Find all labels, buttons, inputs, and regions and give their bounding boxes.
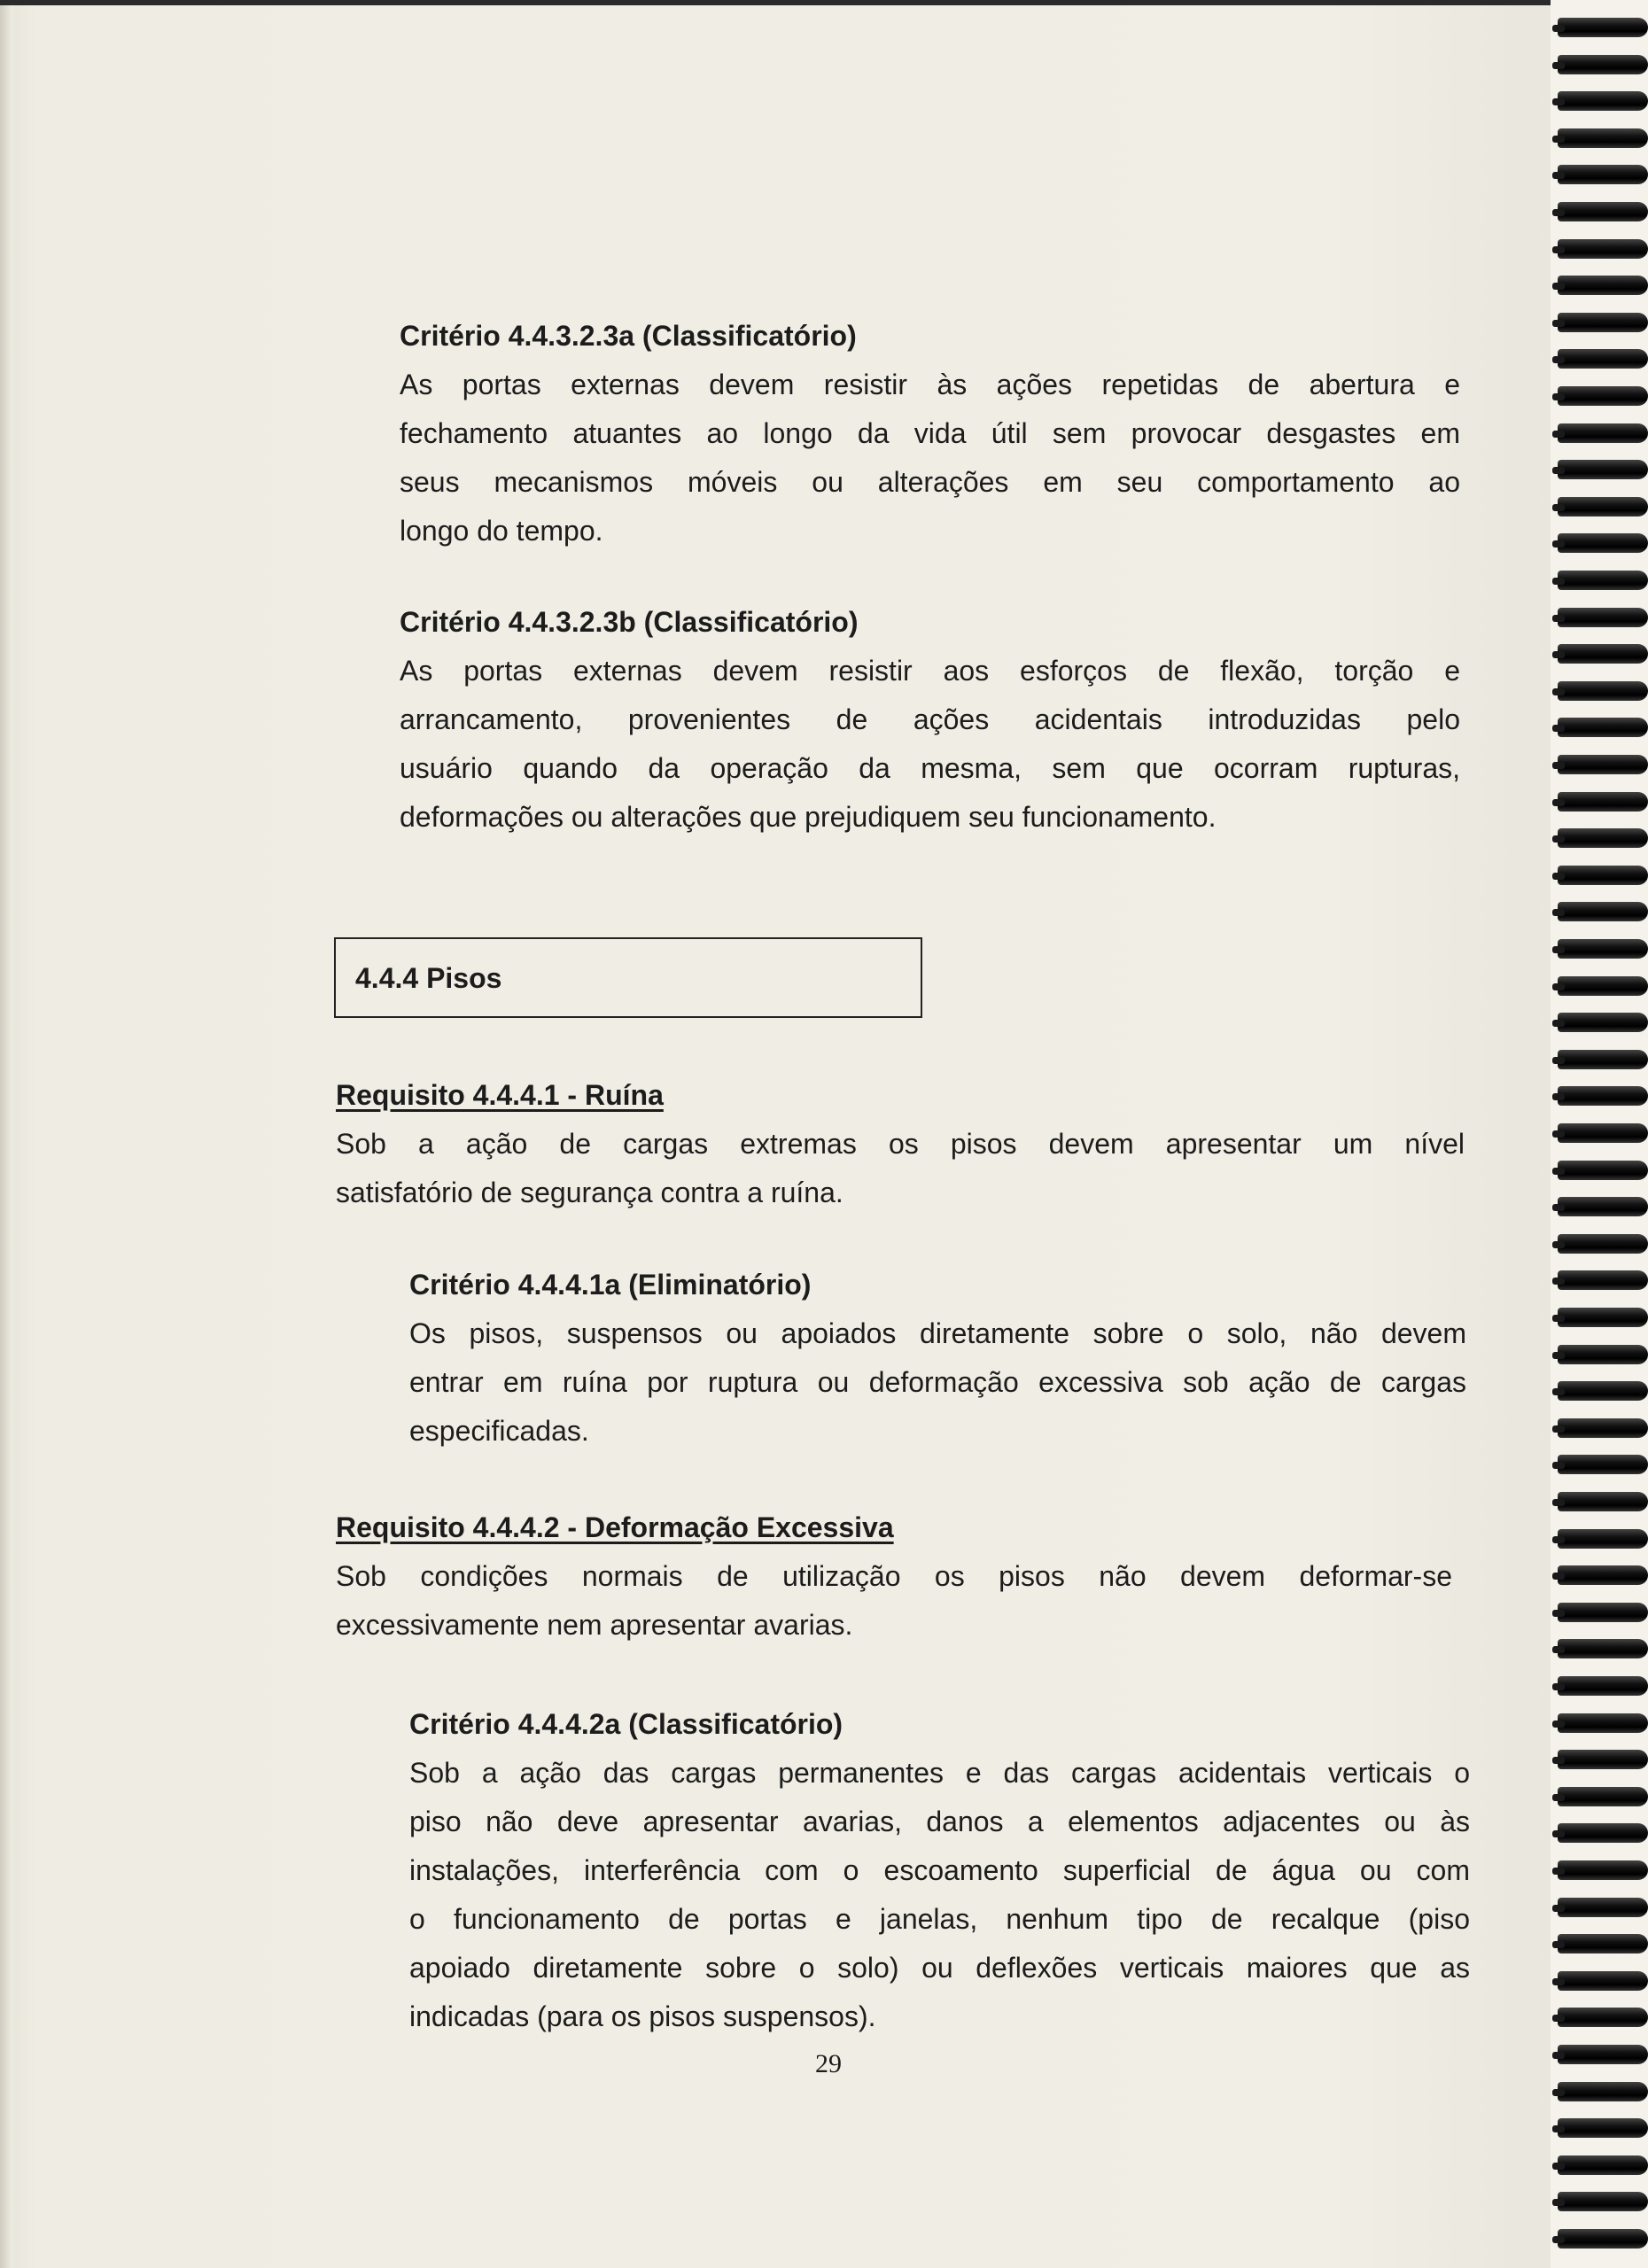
criterion-4-4-4-1a [409, 1261, 1466, 1456]
binding-coil [1558, 1161, 1648, 1180]
paragraph-line: o funcionamento de portas e janelas, nenhum tipo de recalque (piso [409, 1903, 1470, 1935]
paragraph-line: arrancamento, provenientes de ações acidentais introduzidas pelo [400, 703, 1460, 735]
binding-coil [1558, 1603, 1648, 1622]
binding-coil [1558, 755, 1648, 774]
paragraph-line: deformações ou alterações que prejudiquem seu funcionamento. [400, 801, 1217, 833]
binding-coil [1558, 1270, 1648, 1290]
binding-coil [1558, 1050, 1648, 1069]
binding-coil [1558, 1971, 1648, 1991]
paragraph-line: instalações, interferência com o escoamento superficial de água ou com [409, 1854, 1470, 1886]
binding-coil [1558, 1345, 1648, 1364]
paragraph-line: satisfatório de segurança contra a ruína. [336, 1177, 843, 1208]
binding-coil [1558, 828, 1648, 848]
binding-coil [1558, 1418, 1648, 1438]
paragraph-line: usuário quando da operação da mesma, sem que ocorram rupturas, [400, 752, 1460, 784]
binding-coil [1558, 1123, 1648, 1143]
binding-coil [1558, 571, 1648, 590]
binding-coil [1558, 349, 1648, 369]
binding-coil [1558, 1529, 1648, 1549]
requirement-heading: Requisito 4.4.4.1 - Ruína [336, 1079, 664, 1111]
binding-coil [1558, 460, 1648, 479]
binding-coil [1558, 2118, 1648, 2138]
binding-coil [1558, 2155, 1648, 2175]
binding-coil [1558, 1565, 1648, 1585]
paragraph-line: Os pisos, suspensos ou apoiados diretamente sobre o solo, não devem [409, 1317, 1466, 1349]
page-left-edge [0, 0, 12, 2268]
paragraph-line: Sob condições normais de utilização os pisos não devem deformar-se [336, 1560, 1452, 1592]
criterion-heading: Critério 4.4.3.2.3a (Classificatório) [400, 320, 857, 352]
binding-coil [1558, 276, 1648, 295]
binding-coil [1558, 533, 1648, 553]
binding-coil [1558, 239, 1648, 259]
binding-coil [1558, 313, 1648, 332]
section-heading-box [334, 937, 922, 1018]
binding-coil [1558, 1823, 1648, 1843]
binding-coil [1558, 902, 1648, 921]
paragraph-line: excessivamente nem apresentar avarias. [336, 1609, 853, 1641]
binding-coil [1558, 1898, 1648, 1917]
section-title: 4.4.4 Pisos [355, 962, 502, 994]
binding-coil [1558, 1197, 1648, 1216]
criterion-heading: Critério 4.4.3.2.3b (Classificatório) [400, 606, 859, 638]
binding-coil [1558, 792, 1648, 812]
binding-coil [1558, 2008, 1648, 2027]
paragraph-line: apoiado diretamente sobre o solo) ou deflexões verticais maiores que as [409, 1952, 1470, 1984]
binding-coil [1558, 866, 1648, 885]
binding-coil [1558, 1787, 1648, 1806]
paragraph-line: As portas externas devem resistir às ações repetidas de abertura e [400, 369, 1460, 400]
binding-coil [1558, 644, 1648, 664]
binding-coil [1558, 1750, 1648, 1769]
paragraph-line: especificadas. [409, 1415, 589, 1447]
binding-coil [1558, 497, 1648, 517]
requisito-4-4-4-1 [336, 1071, 1465, 1217]
binding-coil [1558, 91, 1648, 111]
paragraph-line: Sob a ação de cargas extremas os pisos devem apresentar um nível [336, 1128, 1465, 1160]
binding-coil [1558, 1308, 1648, 1327]
requirement-heading: Requisito 4.4.4.2 - Deformação Excessiva [336, 1511, 894, 1543]
paragraph-line: seus mecanismos móveis ou alterações em seu comportamento ao [400, 466, 1460, 498]
requisito-4-4-4-2 [336, 1503, 1452, 1650]
binding-coil [1558, 1013, 1648, 1032]
paragraph-line: entrar em ruína por ruptura ou deformação excessiva sob ação de cargas [409, 1366, 1466, 1398]
binding-coil [1558, 1086, 1648, 1106]
binding-coil [1558, 55, 1648, 74]
paragraph-line: indicadas (para os pisos suspensos). [409, 2000, 876, 2032]
binding-coil [1558, 2045, 1648, 2064]
binding-coil [1558, 1234, 1648, 1254]
binding-coil [1558, 423, 1648, 443]
binding-coil [1558, 202, 1648, 221]
binding-coil [1558, 386, 1648, 406]
spiral-binding [1551, 0, 1648, 2268]
criterion-4-4-4-2a [409, 1700, 1470, 2041]
criterion-heading: Critério 4.4.4.2a (Classificatório) [409, 1708, 843, 1740]
criterion-heading: Critério 4.4.4.1a (Eliminatório) [409, 1269, 812, 1301]
criterion-4-4-3-2-3b [400, 598, 1460, 842]
page-top-edge [0, 0, 1551, 5]
binding-coil [1558, 1934, 1648, 1953]
paragraph-line: piso não deve apresentar avarias, danos a elementos adjacentes ou às [409, 1806, 1470, 1837]
page-number: 29 [815, 2049, 842, 2078]
binding-coil [1558, 18, 1648, 37]
binding-coil [1558, 1860, 1648, 1880]
binding-coil [1558, 939, 1648, 959]
binding-coil [1558, 2192, 1648, 2211]
binding-coil [1558, 1381, 1648, 1401]
paragraph-line: longo do tempo. [400, 515, 603, 547]
binding-coil [1558, 2229, 1648, 2249]
binding-coil [1558, 1492, 1648, 1511]
binding-coil [1558, 608, 1648, 627]
binding-coil [1558, 1639, 1648, 1658]
binding-coil [1558, 681, 1648, 701]
binding-coil [1558, 718, 1648, 737]
binding-coil [1558, 128, 1648, 148]
binding-coil [1558, 976, 1648, 996]
binding-coil [1558, 165, 1648, 184]
paragraph-line: fechamento atuantes ao longo da vida útil sem provocar desgastes em [400, 417, 1460, 449]
binding-coil [1558, 1676, 1648, 1696]
criterion-4-4-3-2-3a [400, 312, 1460, 555]
binding-coil [1558, 1455, 1648, 1474]
paragraph-line: Sob a ação das cargas permanentes e das cargas acidentais verticais o [409, 1757, 1470, 1789]
binding-coil [1558, 1713, 1648, 1733]
paragraph-line: As portas externas devem resistir aos esforços de flexão, torção e [400, 655, 1460, 687]
binding-coil [1558, 2082, 1648, 2101]
